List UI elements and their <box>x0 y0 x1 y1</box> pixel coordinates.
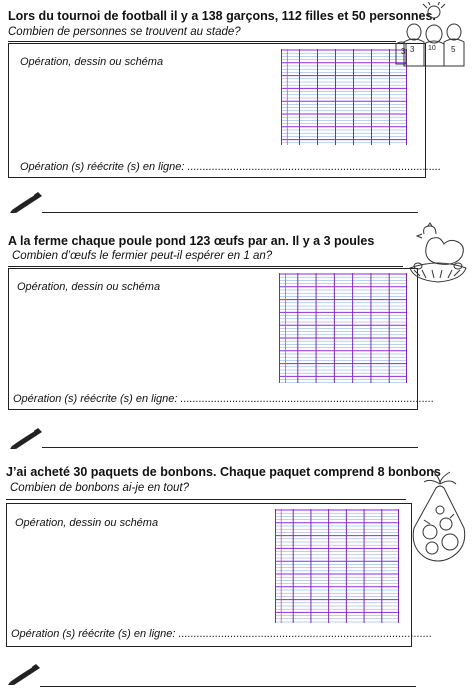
exercise-3-work-box[interactable] <box>6 503 433 647</box>
exercise-3-box-label: Opération, dessin ou schéma <box>15 517 159 529</box>
pen-icon <box>8 188 44 214</box>
candy-bag-icon <box>410 466 470 566</box>
hen-on-nest-icon <box>404 222 470 286</box>
pen-icon <box>8 424 44 450</box>
exercise-3-question: Combien de bonbons ai-je en tout? <box>10 482 190 494</box>
exercise-1-rewrite-line[interactable]: Opération (s) réécrite (s) en ligne: ................................................................................... <box>20 161 442 173</box>
exercise-2-question-underline <box>8 266 403 267</box>
exercise-1-box-label: Opération, dessin ou schéma <box>20 56 164 68</box>
exercise-2-question: Combien d’œufs le fermier peut-il espérer en 1 an? <box>12 250 273 262</box>
jersey-number: 5 <box>451 45 456 54</box>
exercise-1-answer-line[interactable] <box>42 212 418 213</box>
exercise-1-question: Combien de personnes se trouvent au stade? <box>8 26 241 38</box>
jersey-number: 3 <box>410 45 415 54</box>
exercise-3-answer-line[interactable] <box>40 686 416 687</box>
exercise-3-rewrite-line[interactable]: Opération (s) réécrite (s) en ligne: ................................................................................... <box>11 628 433 640</box>
exercise-2-rewrite-line[interactable]: Opération (s) réécrite (s) en ligne: ................................................................................... <box>13 393 435 405</box>
exercise-3-ruled-grid[interactable] <box>275 509 399 623</box>
exercise-2-work-box[interactable] <box>8 268 435 410</box>
exercise-2-ruled-grid[interactable] <box>279 273 407 383</box>
exercise-1-question-underline <box>8 41 396 42</box>
exercise-1-ruled-grid[interactable] <box>281 49 407 145</box>
football-players-icon <box>394 2 470 70</box>
exercise-1-title: Lors du tournoi de football il y a 138 garçons, 112 filles et 50 personnes. <box>8 9 436 23</box>
exercise-3-title: J’ai acheté 30 paquets de bonbons. Chaque paquet comprend 8 bonbons <box>6 465 441 479</box>
exercise-2-box-label: Opération, dessin ou schéma <box>17 281 161 293</box>
exercise-3-question-underline <box>6 499 406 500</box>
exercise-2-title: A la ferme chaque poule pond 123 œufs par an. Il y a 3 poules <box>8 234 375 248</box>
jersey-number: 3 <box>401 47 406 56</box>
exercise-2-answer-line[interactable] <box>42 447 418 448</box>
pen-icon <box>6 660 42 686</box>
jersey-number: 10 <box>428 45 436 52</box>
